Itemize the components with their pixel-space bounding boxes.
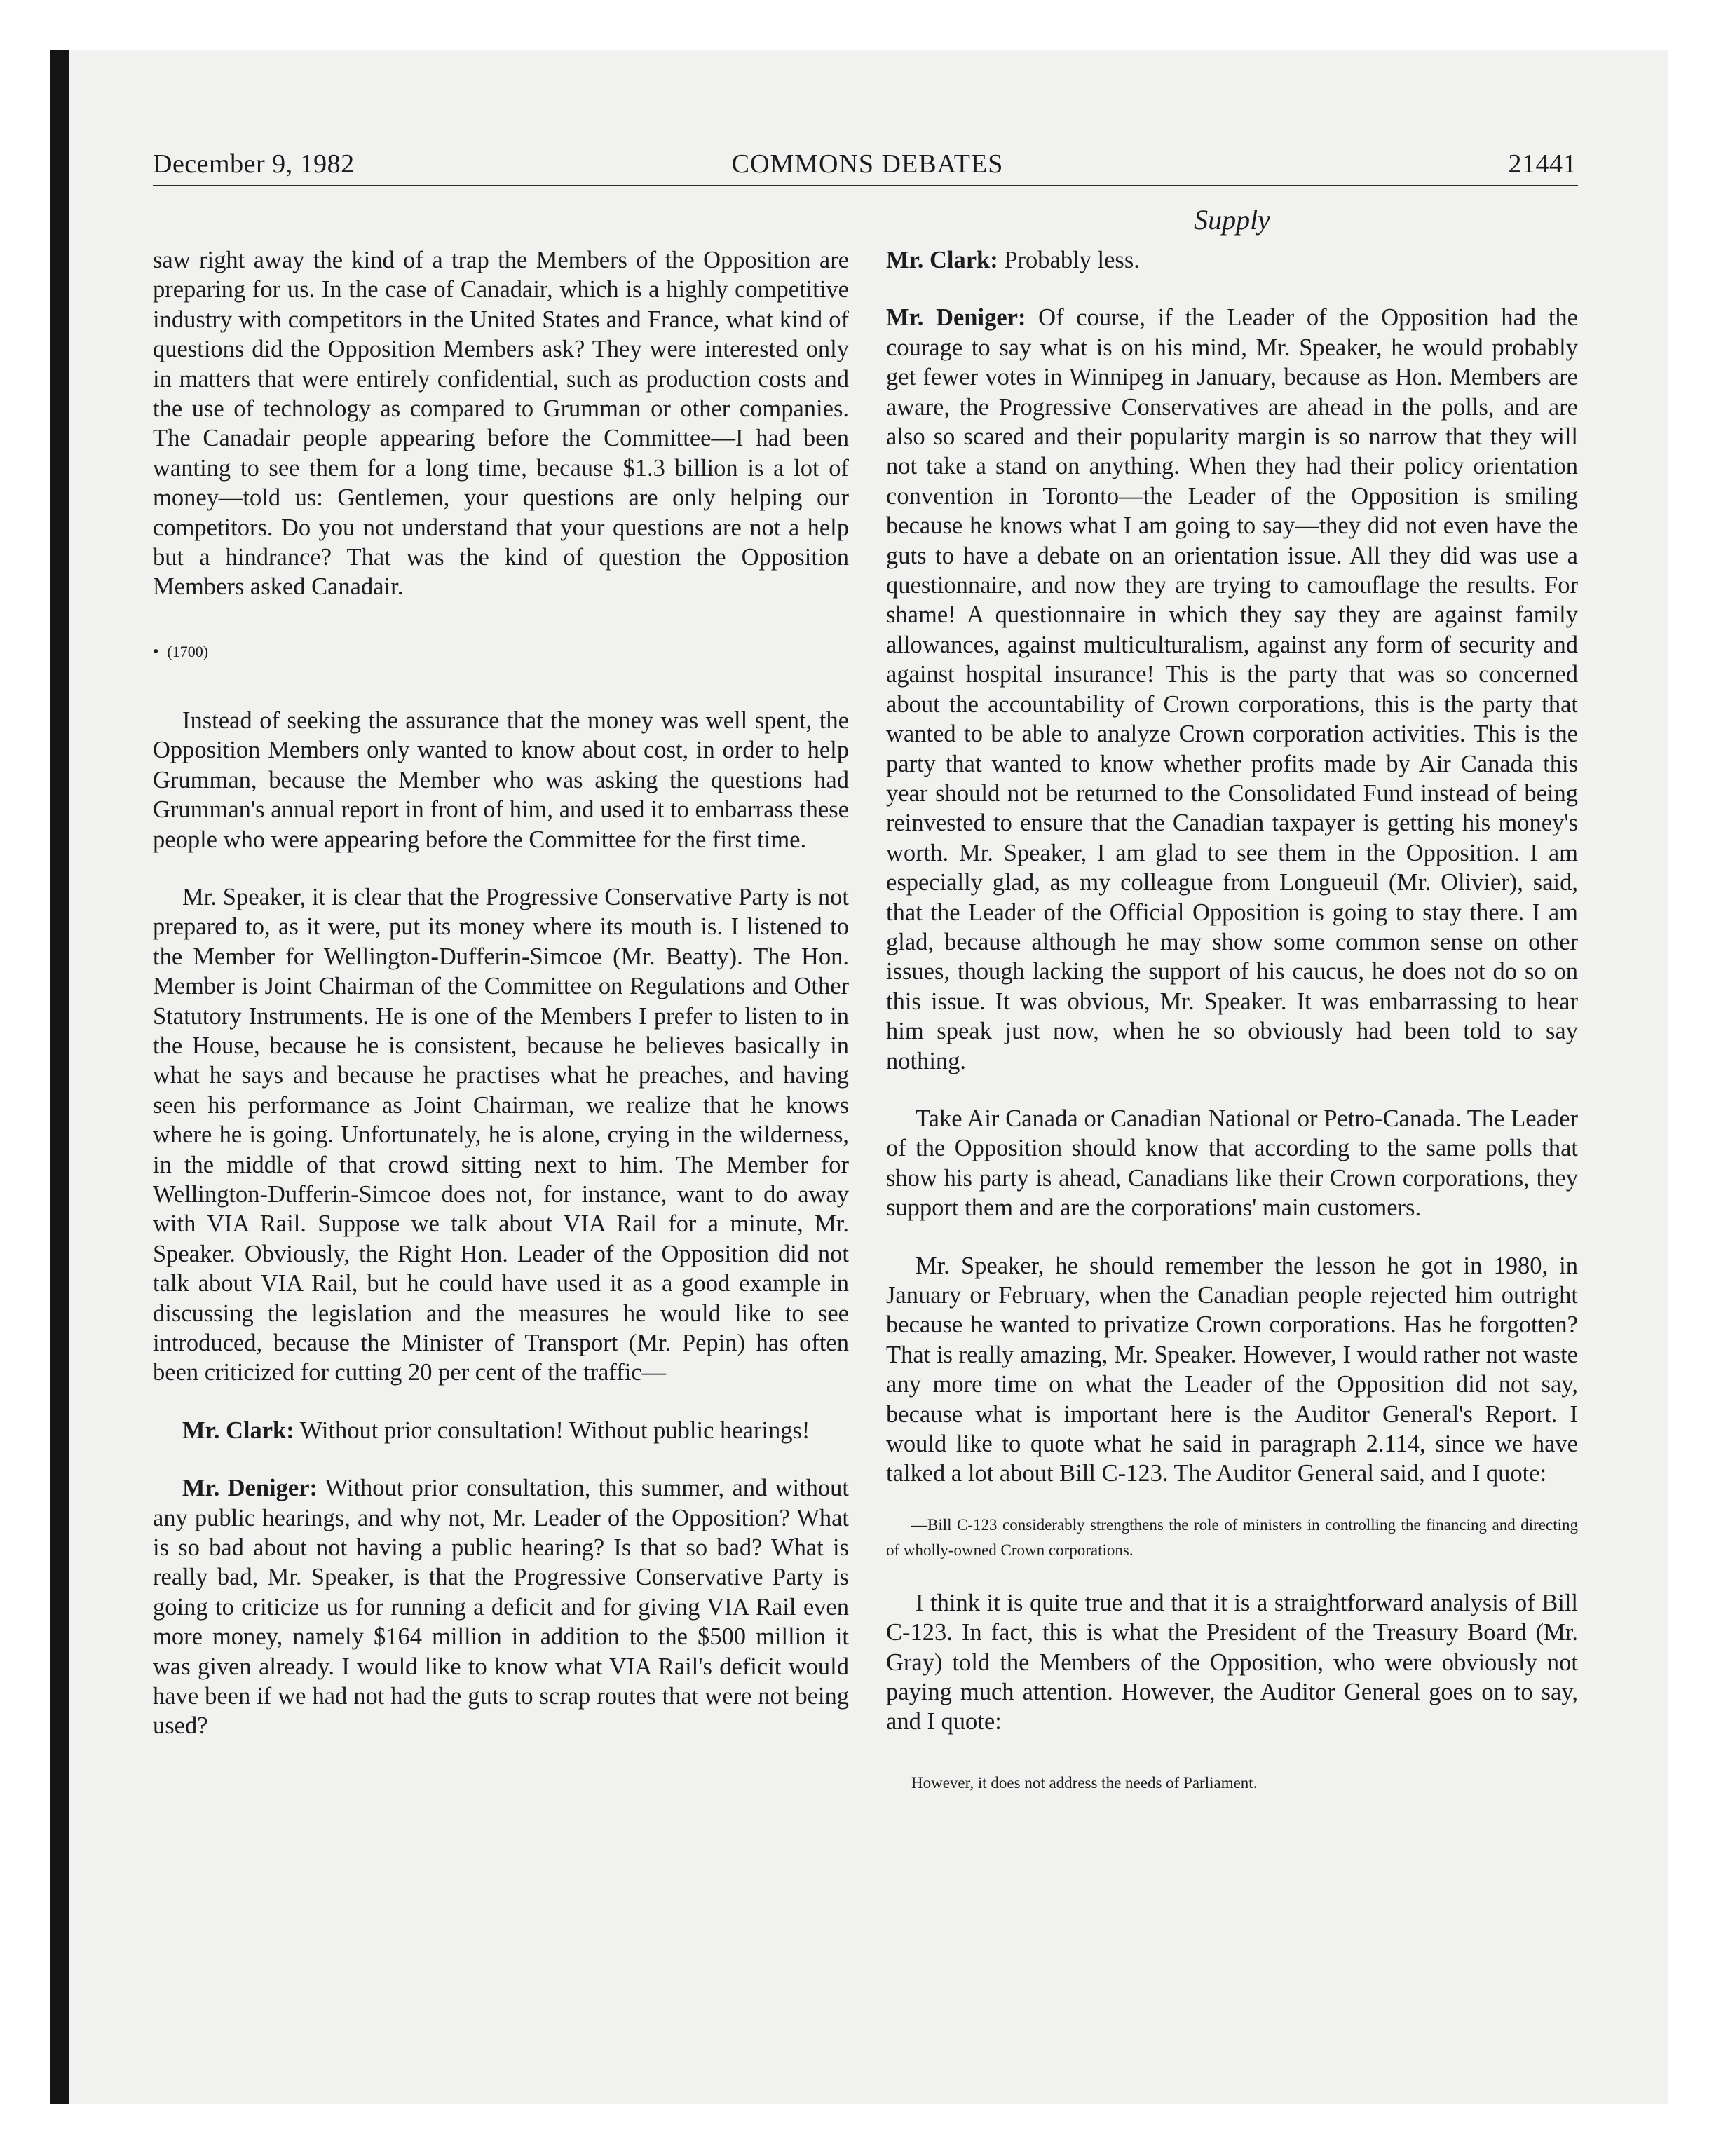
paragraph: saw right away the kind of a trap the Members of the Opposition are preparing for us. In the case of Canadair, which is a highly competitive industry with competitors in the United States and France, what kind of questions did the Opposition Members ask? They were interested only in matters that were entirely confidential, such as production costs and the use of technology as compared to Grumman or other companies. The Canadair people appearing before the Committee—I had been wanting to see them for a long time, because $1.3 billion is a lot of money—told us: Gentlemen, your questions are only helping our competitors. Do you not understand that your questions are not a help but a hindrance? That was the kind of question the Opposition Members asked Canadair. (153, 247, 849, 601)
speaker-name: Mr. Clark: (182, 1417, 294, 1444)
speech (886, 303, 1578, 1076)
paragraph: I think it is quite true and that it is a straightforward analysis of Bill C-123. In fact, this is what the President of the Treasury Board (Mr. Gray) told the Members of the Opposition, who were obviously not paying much attention. However, the Auditor General goes on to say, and I quote: (886, 1589, 1578, 1735)
section-label: Supply (1194, 204, 1270, 236)
speaker-name: Mr. Deniger: (182, 1475, 318, 1502)
speech (153, 1473, 849, 1741)
paragraph: Take Air Canada or Canadian National or Petro-Canada. The Leader of the Opposition should know that according to the same polls that show his party is ahead, Canadians like their Crown corporations, they support them and are the corporations' main customers. (886, 1105, 1578, 1222)
speech (886, 245, 1578, 275)
speech-text: Of course, if the Leader of the Opposition had the courage to say what is on his mind, Mr. Speaker, he would probably get fewer votes in Winnipeg in January, because as Hon. Members are aware, the Progressive Conservatives are ahead in the polls, and are also so scared and their popularity margin is so narrow that they will not take a stand on anything. When they had their policy orientation convention in Toronto—the Leader of the Opposition is smiling because he knows what I am going to say—they did not even have the guts to have a debate on an orientation issue. All they did was use a questionnaire, and now they are trying to camouflage the results. For shame! A questionnaire in which they say they are against family allowances, against multiculturalism, against any form of security and against hospital insurance! This is the party that was so concerned about the accountability of Crown corporations, this is the party that wanted to be able to analyze Crown corporation activities. This is the party that wanted to know whether profits made by Air Canada this year should not be returned to the Consolidated Fund instead of being reinvested to ensure that the Canadian taxpayer is getting his money's worth. Mr. Speaker, I am glad to see them in the Opposition. I am especially glad, as my colleague from Longueuil (Mr. Olivier), said, that the Leader of the Official Opposition is going to stay there. I am glad, because although he may show some common sense on other issues, though lacking the support of his caucus, he does not do so on this issue. It was obvious, Mr. Speaker. It was embarrassing to hear him speak just now, when he so obviously had been told to say nothing. (886, 304, 1578, 1074)
header-title: COMMONS DEBATES (731, 149, 1004, 179)
timestamp (153, 641, 849, 662)
right-column (886, 245, 1578, 1821)
speech-text: Without prior consultation! Without public hearings! (294, 1417, 810, 1444)
speech-text: Probably less. (998, 247, 1140, 273)
scan-border (50, 50, 69, 2104)
paragraph: Mr. Speaker, it is clear that the Progressive Conservative Party is not prepared to, as it were, put its money where its mouth is. I listened to the Member for Wellington-Dufferin-Simcoe (Mr. Beatty). The Hon. Member is Joint Chairman of the Committee on Regulations and Other Statutory Instruments. He is one of the Members I prefer to listen to in the House, because he is consistent, because he believes basically in what he says and because he practises what he preaches, and having seen his performance as Joint Chairman, we realize that he knows where he is going. Unfortunately, he is alone, crying in the wilderness, in the middle of that crowd sitting next to him. The Member for Wellington-Dufferin-Simcoe does not, for instance, want to do away with VIA Rail. Suppose we talk about VIA Rail for a minute, Mr. Speaker. Obviously, the Right Hon. Leader of the Opposition did not talk about VIA Rail, but he could have used it as a good example in discussing the legislation and the measures he would like to see introduced, because the Minister of Transport (Mr. Pepin) has often been criticized for cutting 20 per cent of the traffic— (153, 883, 849, 1386)
paragraph: Mr. Speaker, he should remember the lesson he got in 1980, in January or February, when the Canadian people rejected him outright because he wanted to privatize Crown corporations. Has he forgotten? That is really amazing, Mr. Speaker. However, I would rather not waste any more time on what the Leader of the Opposition did not say, because what is important here is the Auditor General's Report. I would like to quote what he said in paragraph 2.114, since we have talked a lot about Bill C-123. The Auditor General said, and I quote: (886, 1252, 1578, 1487)
paragraph: Instead of seeking the assurance that the money was well spent, the Opposition Members only wanted to know about cost, in order to help Grumman, because the Member who was asking the questions had Grumman's annual report in front of him, and used it to embarrass these people who were appearing before the Committee for the first time. (153, 707, 849, 853)
quotation: —Bill C-123 considerably strengthens the role of ministers in controlling the financing and directing of wholly-owned Crown corporations. (886, 1515, 1578, 1559)
bullet-icon: • (153, 642, 159, 661)
quotation: However, it does not address the needs of Parliament. (911, 1773, 1258, 1792)
left-column (153, 245, 849, 1741)
speaker-name: Mr. Deniger: (886, 304, 1026, 332)
speaker-name: Mr. Clark: (886, 247, 998, 273)
speech-text: Without prior consultation, this summer, and without any public hearings, and why not, Mr. Leader of the Opposition? What is so bad about not having a public hearing? Is that so bad? What is really bad, Mr. Speaker, is that the Progressive Conservative Party is going to criticize us for running a deficit and for giving VIA Rail even more money, namely $164 million in addition to the $500 million it was given already. I would like to know what VIA Rail's deficit would have been if we had not had the guts to scrap routes that were not being used? (153, 1475, 849, 1740)
timestamp-text: (1700) (167, 642, 209, 660)
header-rule (153, 185, 1578, 186)
speech (153, 1416, 849, 1445)
header-date: December 9, 1982 (153, 149, 355, 179)
page-number: 21441 (1508, 149, 1577, 179)
